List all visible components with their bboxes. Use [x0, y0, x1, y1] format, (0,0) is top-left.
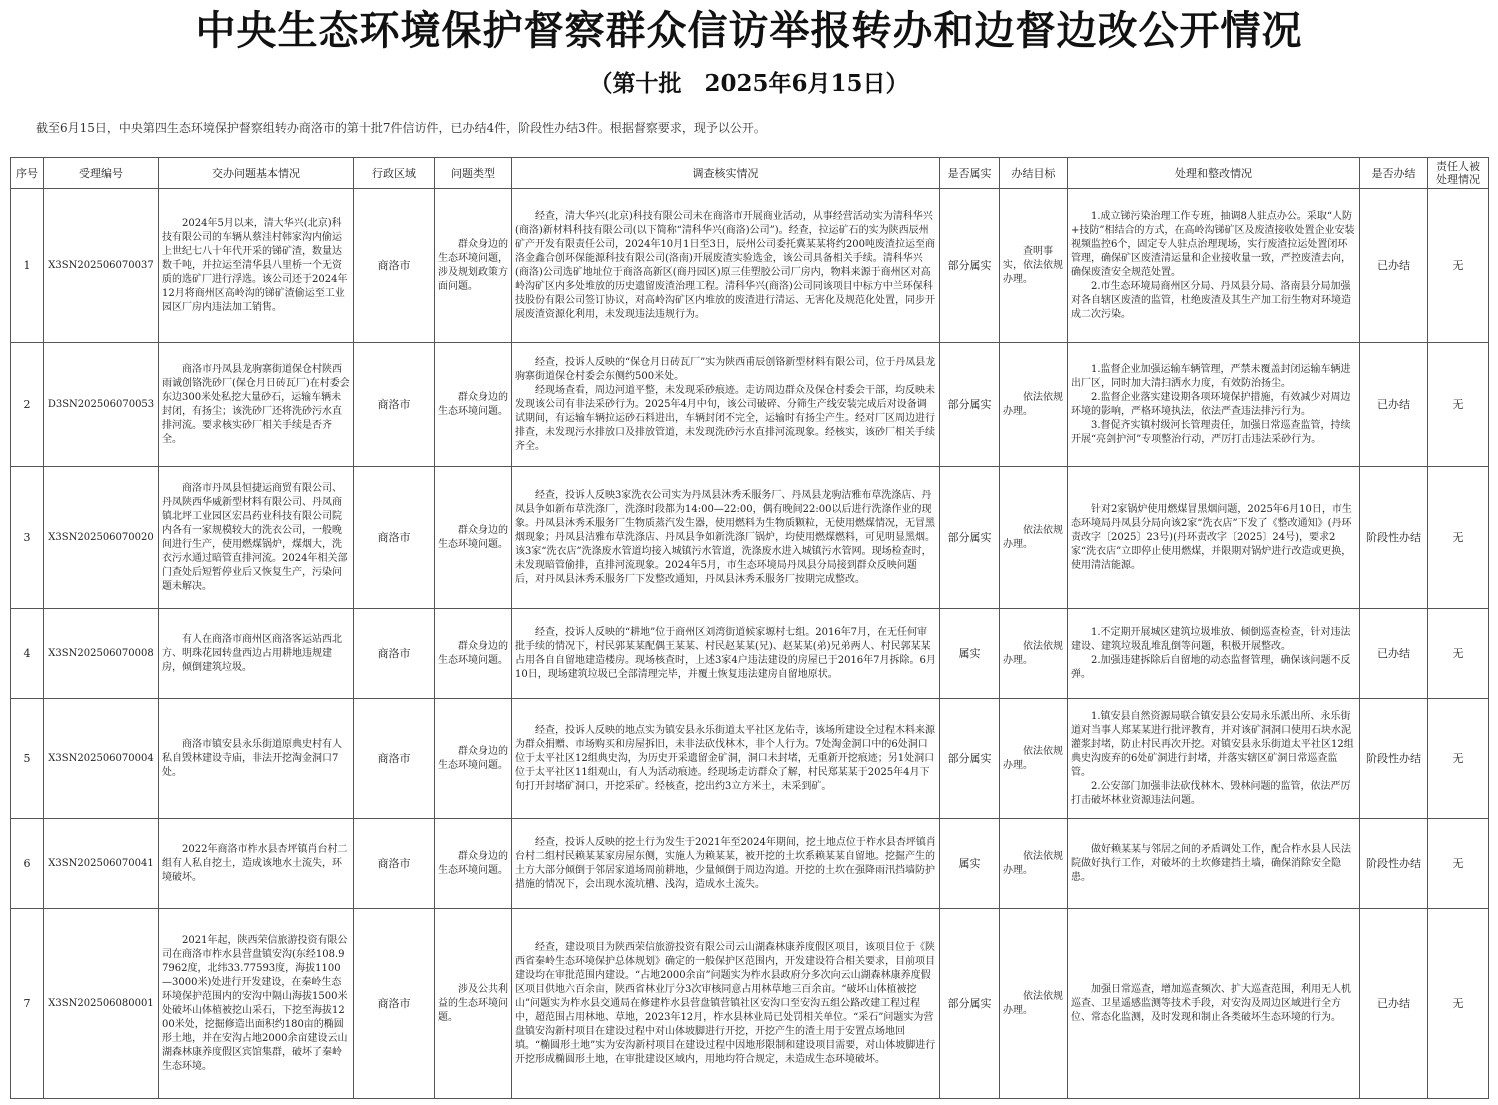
- cell-verified-status: 部分属实: [940, 343, 1000, 467]
- cell-closed-status: 已办结: [1360, 909, 1428, 1099]
- cell-row-number: 5: [11, 699, 44, 819]
- col-header-no: 序号: [11, 158, 44, 189]
- cell-paragraph: 经查，建设项目为陕西荣信旅游投资有限公司云山湖森林康养度假区项目，该项目位于《陕西省秦岭生态环境保护总体规划》确定的一般保护区范围内，开发建设符合相关要求，目前项目建设均在审批范围内建设。“占地2000余亩”问题实为柞水县政府分多次向云山湖森林康养度假区项目供地六百余亩，陕西省林业厅分3次审核同意占用林草地三百余亩。“破坏山体植被挖山”问题实为柞水县交通局在修建柞水县营盘镇营镇社区安沟口至安沟五组公路改建工程过程中，超范围占用林地、草地，2023年12月，柞水县林业局已处罚相关单位。“采石”问题实为营盘镇安沟新村项目在建设过程中对山体坡脚进行开挖，开挖产生的渣土用于安置点场地回填。“椭圆形土地”实为安沟新村项目在建设过程中因地形限制和建设项目需要，对山体坡脚进行开挖形成椭圆形土地，在审批建设区域内，用地均符合规定，未造成生态环境破坏。: [515, 941, 936, 1065]
- cell-region: 商洛市: [354, 609, 435, 699]
- cell-paragraph: 2.市生态环境局商州区分局、丹凤县分局、洛南县分局加强对各自辖区废渣的监管，杜绝废渣及其生产加工衍生物对环境造成二次污染。: [1071, 280, 1351, 320]
- cell-punishment-status: 无: [1428, 699, 1489, 819]
- cell-verified-status: 属实: [940, 609, 1000, 699]
- cell-issue-type: 群众身边的生态环境问题。: [435, 609, 512, 699]
- cell-investigation-result: [512, 189, 940, 343]
- cell-region: 商洛市: [354, 699, 435, 819]
- table-row: [11, 467, 1489, 609]
- cell-issue-type: 涉及公共利益的生态环境问题。: [435, 909, 512, 1099]
- cell-region: 商洛市: [354, 343, 435, 467]
- cell-closing-goal: 依法依规办理。: [1000, 467, 1068, 609]
- cell-investigation-result: [512, 609, 940, 699]
- cell-punishment-status: 无: [1428, 189, 1489, 343]
- cell-paragraph: 1.不定期开展城区建筑垃圾堆放、倾倒巡查检查，针对违法建设、建筑垃圾乱堆乱倒等问题，积极开展整改。: [1071, 626, 1351, 652]
- cell-closing-goal: 查明事实，依法依规办理。: [1000, 189, 1068, 343]
- page-title: 中央生态环境保护督察群众信访举报转办和边督边改公开情况: [195, 8, 1303, 54]
- cell-paragraph: 1.镇安县自然资源局联合镇安县公安局永乐派出所、永乐街道对当事人郑某某进行批评教育，并对该矿洞洞口使用石块水泥灌浆封堵，防止村民再次开挖。对镇安县永乐街道太平社区12组典史沟废弃的6处矿洞进行封堵，并落实辖区矿洞日常巡查监管。: [1071, 710, 1354, 778]
- cell-region: 商洛市: [354, 819, 435, 909]
- cell-paragraph: 针对2家锅炉使用燃煤冒黑烟问题，2025年6月10日，市生态环境局丹凤县分局向该2家“洗衣店”下发了《整改通知》(丹环责改字〔2025〕23号)(丹环责改字〔2025〕24号)，要求2家“洗衣店”立即停止使用燃煤，并限期对锅炉进行改造或更换，使用清洁能源。: [1071, 503, 1352, 571]
- cell-issue-summary: 2022年商洛市柞水县杏坪镇肖台村二组有人私自挖土，造成该地水土流失，环境破坏。: [159, 819, 354, 909]
- table-row: [11, 609, 1489, 699]
- cell-paragraph: 经查，清大华兴(北京)科技有限公司未在商洛市开展商业活动，从事经营活动实为清科华兴(商洛)新材料科技有限公司(以下简称“清科华兴(商洛)公司”)。经查，拉运矿石的实为陕西辰州矿产开发有限责任公司，2024年10月1日至3日，辰州公司委托冀某某将约200吨废渣拉运至商洛金鑫合创环保能源科技有限公司(洛南)开展废渣实验选金，该公司具备相关手续。清科华兴(商洛)公司选矿地址位于商洛高新区(商丹园区)原三佳塑胶公司厂房内，物料来源于商州区对高岭沟矿区内多处堆放的历史遗留废渣治理工程。清科华兴(商洛)公司同该项目中标方中兰环保科技股份有限公司签订协议，对高岭沟矿区内堆放的废渣进行清运、无害化及规范化处置，同步开展废渣资源化利用，未发现违法违规行为。: [515, 210, 935, 320]
- cell-paragraph: 做好赖某某与邻居之间的矛盾调处工作，配合柞水县人民法院做好执行工作，对破坏的土坎修建挡土墙，确保消除安全隐患。: [1071, 843, 1351, 883]
- cell-verified-status: 属实: [940, 819, 1000, 909]
- cell-region: 商洛市: [354, 189, 435, 343]
- cell-handling-measures: [1068, 699, 1360, 819]
- cell-closing-goal: 依法依规办理。: [1000, 909, 1068, 1099]
- cell-issue-type: 群众身边的生态环境问题，涉及规划政策方面问题。: [435, 189, 512, 343]
- cell-closed-status: 已办结: [1360, 343, 1428, 467]
- cell-case-code: X3SN202506070020: [44, 467, 159, 609]
- cell-issue-summary: 2021年起，陕西荣信旅游投资有限公司在商洛市柞水县营盘镇安沟(东经108.97962度，北纬33.77593度，海拔1100—3000米)处进行开发建设，在秦岭生态环境保护范围内的安沟中隔山海拔1500米处破坏山体植被挖山采石，下挖至海拔1200米处，挖掘修造出面积约180亩的椭圆形土地，并在安沟占地2000余亩建设云山湖森林康养度假区宾馆集群，破坏了秦岭生态环境。: [159, 909, 354, 1099]
- col-header-goal: 办结目标: [1000, 158, 1068, 189]
- cell-handling-measures: [1068, 343, 1360, 467]
- cell-verified-status: 部分属实: [940, 909, 1000, 1099]
- cell-punishment-status: 无: [1428, 609, 1489, 699]
- cell-paragraph: 3.督促齐实镇村级河长管理责任，加强日常巡查监管，持续开展“亮剑护河”专项整治行动，严厉打击违法采砂行为。: [1071, 419, 1351, 445]
- table-row: [11, 819, 1489, 909]
- cell-row-number: 1: [11, 189, 44, 343]
- cell-row-number: 4: [11, 609, 44, 699]
- col-header-code: 受理编号: [44, 158, 159, 189]
- cell-punishment-status: 无: [1428, 467, 1489, 609]
- cell-verified-status: 部分属实: [940, 467, 1000, 609]
- cell-issue-summary: 商洛市丹凤县恒捷运商贸有限公司、丹凤陕西华威新型材料有限公司、丹凤商镇北坪工业园区宏昌药业科技有限公司院内各有一家规模较大的洗衣公司，一般晚间进行生产，使用燃煤锅炉，煤烟大，洗衣污水通过暗管直排河流。2024年相关部门查处后短暂停业后又恢复生产，污染问题未解决。: [159, 467, 354, 609]
- table-row: [11, 189, 1489, 343]
- cell-case-code: X3SN202506070041: [44, 819, 159, 909]
- cell-investigation-result: [512, 467, 940, 609]
- cell-handling-measures: [1068, 819, 1360, 909]
- cell-verified-status: 部分属实: [940, 699, 1000, 819]
- cell-row-number: 3: [11, 467, 44, 609]
- cell-region: 商洛市: [354, 909, 435, 1099]
- cell-row-number: 7: [11, 909, 44, 1099]
- cell-issue-type: 群众身边的生态环境问题。: [435, 343, 512, 467]
- cell-paragraph: 2.监督企业落实建设期各项环境保护措施，有效减少对周边环境的影响，严格环境执法，依法严查违法排污行为。: [1071, 391, 1351, 417]
- cell-closing-goal: 依法依规办理。: [1000, 343, 1068, 467]
- col-header-closed: 是否办结: [1360, 158, 1428, 189]
- cell-investigation-result: [512, 343, 940, 467]
- intro-paragraph: 截至6月15日，中央第四生态环境保护督察组转办商洛市的第十批7件信访件，已办结4件，阶段性办结3件。根据督察要求，现予以公开。: [36, 121, 766, 135]
- table-row: [11, 343, 1489, 467]
- cell-handling-measures: [1068, 189, 1360, 343]
- col-header-punish: 责任人被处理情况: [1428, 158, 1489, 189]
- cell-paragraph: 2.公安部门加强非法砍伐林木、毁林问题的监管，依法严厉打击破坏林业资源违法问题。: [1071, 780, 1351, 806]
- cell-punishment-status: 无: [1428, 343, 1489, 467]
- cell-punishment-status: 无: [1428, 819, 1489, 909]
- cell-case-code: X3SN202506070037: [44, 189, 159, 343]
- cell-closing-goal: 依法依规办理。: [1000, 819, 1068, 909]
- cell-issue-type: 群众身边的生态环境问题。: [435, 699, 512, 819]
- cell-paragraph: 经查，投诉人反映的挖土行为发生于2021年至2024年期间，挖土地点位于柞水县杏坪镇肖台村二组村民赖某某家房屋东侧，实施人为赖某某，被开挖的土坎系赖某某自留地。挖掘产生的土方大部分倾倒于邻居家道场周前耕地，少量倾倒于周边沟道。开挖的土坎在强降雨汛挡墙防护措施的情况下，会出现水流坑槽、浅沟，造成水土流失。: [515, 836, 936, 890]
- cell-issue-type: 群众身边的生态环境问题。: [435, 819, 512, 909]
- cell-investigation-result: [512, 819, 940, 909]
- cell-case-code: D3SN202506070053: [44, 343, 159, 467]
- cell-handling-measures: [1068, 609, 1360, 699]
- cell-paragraph: 经查，投诉人反映的地点实为镇安县永乐街道太平社区龙佑寺，该场所建设全过程木料来源为群众捐赠、市场购买和房屋拆旧，未非法砍伐林木，非个人行为。7处淘金洞口中的6处洞口位于太平社区12组典史沟，为历史开采遗留金矿洞，洞口未封堵，无重新开挖痕迹；另1处洞口位于太平社区11组观山，有人为活动痕迹。经现场走访群众了解，村民郑某某于2025年4月下旬打开封堵矿洞口，开挖采矿。经核查，挖出约3立方米土，未采到矿。: [515, 724, 935, 792]
- col-header-issue: 交办问题基本情况: [159, 158, 354, 189]
- page-subtitle: （第十批 2025年6月15日）: [589, 70, 909, 97]
- table-row: [11, 909, 1489, 1099]
- cell-closed-status: 已办结: [1360, 189, 1428, 343]
- cell-region: 商洛市: [354, 467, 435, 609]
- cell-punishment-status: 无: [1428, 909, 1489, 1099]
- table-header-row: [11, 158, 1489, 189]
- cell-closed-status: 阶段性办结: [1360, 467, 1428, 609]
- cell-closed-status: 已办结: [1360, 609, 1428, 699]
- cell-paragraph: 经查，投诉人反映3家洗衣公司实为丹凤县沐秀禾服务厂、丹凤县龙驹洁雅布草洗涤店、丹凤县争如新布草洗涤厂，洗涤时段都为14:00—22:00，偶有晚间22:00以后进行洗涤作业的现象。丹凤县沐秀禾服务厂生物质蒸汽发生器，使用燃料为生物质颗粒，无使用燃煤情况，无冒黑烟现象；丹凤县洁雅布草洗涤店、丹凤县争如新洗涤厂锅炉，均使用燃煤燃料，可见明显黑烟。该3家“洗衣店”洗涤废水管道均接入城镇污水管道，洗涤废水进入城镇污水管网。现场检查时，未发现暗管偷排，直排河流现象。2024年5月，市生态环境局丹凤县分局接到群众反映问题后，对丹凤县沐秀禾服务厂下发整改通知，丹凤县沐秀禾服务厂按期完成整改。: [515, 489, 935, 585]
- cell-row-number: 2: [11, 343, 44, 467]
- col-header-verified: 是否属实: [940, 158, 1000, 189]
- cell-case-code: X3SN202506070008: [44, 609, 159, 699]
- cell-investigation-result: [512, 909, 940, 1099]
- cell-handling-measures: [1068, 909, 1360, 1099]
- cell-paragraph: 经查，投诉人反映的“保仓月日砖瓦厂”实为陕西甫辰创铬新型材料有限公司，位于丹凤县龙驹寨街道保仓村委会东侧约500米处。: [515, 356, 936, 382]
- cell-paragraph: 加强日常巡查，增加巡查频次、扩大巡查范围，利用无人机巡查、卫星遥感监测等技术手段，对安沟及周边区域进行全方位、常态化监测，及时发现和制止各类破坏生态环境的行为。: [1071, 983, 1351, 1023]
- cell-paragraph: 1.监督企业加强运输车辆管理，严禁未覆盖封闭运输车辆进出厂区，同时加大清扫洒水力度，有效防治扬尘。: [1071, 363, 1351, 389]
- cell-issue-summary: 商洛市镇安县永乐街道原典史村有人私自毁林建设寺庙，非法开挖淘金洞口7处。: [159, 699, 354, 819]
- cell-handling-measures: [1068, 467, 1360, 609]
- cell-row-number: 6: [11, 819, 44, 909]
- cell-paragraph: 2.加强违建拆除后自留地的动态监督管理，确保该问题不反弹。: [1071, 654, 1351, 680]
- table-row: [11, 699, 1489, 819]
- cell-closing-goal: 依法依规办理。: [1000, 699, 1068, 819]
- cell-issue-summary: 有人在商洛市商州区商洛客运站西北方、明珠花园转盘西边占用耕地违规建房，倾倒建筑垃圾。: [159, 609, 354, 699]
- cell-issue-summary: 商洛市丹凤县龙驹寨街道保仓村陕西雨诚创铬洗砂厂(保仓月日砖瓦厂)在村委会东边300米处私挖大量砂石，运输车辆未封闭，有扬尘；该洗砂厂还将洗砂污水直排河流。要求核实砂厂相关手续是否齐全。: [159, 343, 354, 467]
- cell-issue-type: 群众身边的生态环境问题。: [435, 467, 512, 609]
- cell-closed-status: 阶段性办结: [1360, 819, 1428, 909]
- cell-issue-summary: 2024年5月以来，清大华兴(北京)科技有限公司的车辆从蔡洼村韩家沟内偷运上世纪七八十年代开采的锑矿渣，数量达数千吨，并拉运至清华县八里桥一个无资质的选矿厂进行浮选。该公司还于2024年12月将商州区高岭沟的锑矿渣偷运至工业园区厂房内违法加工销售。: [159, 189, 354, 343]
- cell-paragraph: 经查，投诉人反映的“耕地”位于商州区刘湾街道候家塬村七组。2016年7月，在无任何审批手续的情况下，村民郭某某配偶王某某、村民赵某某(兄)、赵某某(弟)兄弟两人、村民郭某某占用各自自留地建造楼房。现场核查时，上述3家4户违法建设的房屋已于2016年7月拆除。6月10日，现场建筑垃圾已全部清理完毕，并覆土恢复违法建房自留地原状。: [515, 626, 936, 680]
- complaint-table: [10, 157, 1489, 1099]
- col-header-region: 行政区域: [354, 158, 435, 189]
- cell-case-code: X3SN202506080001: [44, 909, 159, 1099]
- col-header-handling: 处理和整改情况: [1068, 158, 1360, 189]
- cell-closed-status: 阶段性办结: [1360, 699, 1428, 819]
- col-header-type: 问题类型: [435, 158, 512, 189]
- col-header-investigation: 调查核实情况: [512, 158, 940, 189]
- cell-case-code: X3SN202506070004: [44, 699, 159, 819]
- cell-paragraph: 1.成立锑污染治理工作专班，抽调8人驻点办公。采取“人防+技防”相结合的方式，在高岭沟锑矿区及废渣接收处置企业安装视频监控6个，固定专人驻点治理现场，实行废渣拉运处置闭环管理，确保矿区废渣清运量和企业接收量一致，严控废渣去向，确保废渣安全规范处置。: [1071, 210, 1355, 278]
- cell-investigation-result: [512, 699, 940, 819]
- cell-verified-status: 部分属实: [940, 189, 1000, 343]
- cell-closing-goal: 依法依规办理。: [1000, 609, 1068, 699]
- cell-paragraph: 经现场查看，周边河道平整，未发现采砂痕迹。走访周边群众及保仓村委会干部，均反映未发现该公司有非法采砂行为。2025年4月中旬，该公司破碎、分筛生产线安装完成后对设备调试期间，有运输车辆拉运砂石料进出，车辆封闭不完全，运输时有扬尘产生。经对厂区周边进行排查，未发现污水排放口及排放管道，未发现洗砂污水直排河流现象。经核实，该砂厂相关手续齐全。: [515, 384, 935, 452]
